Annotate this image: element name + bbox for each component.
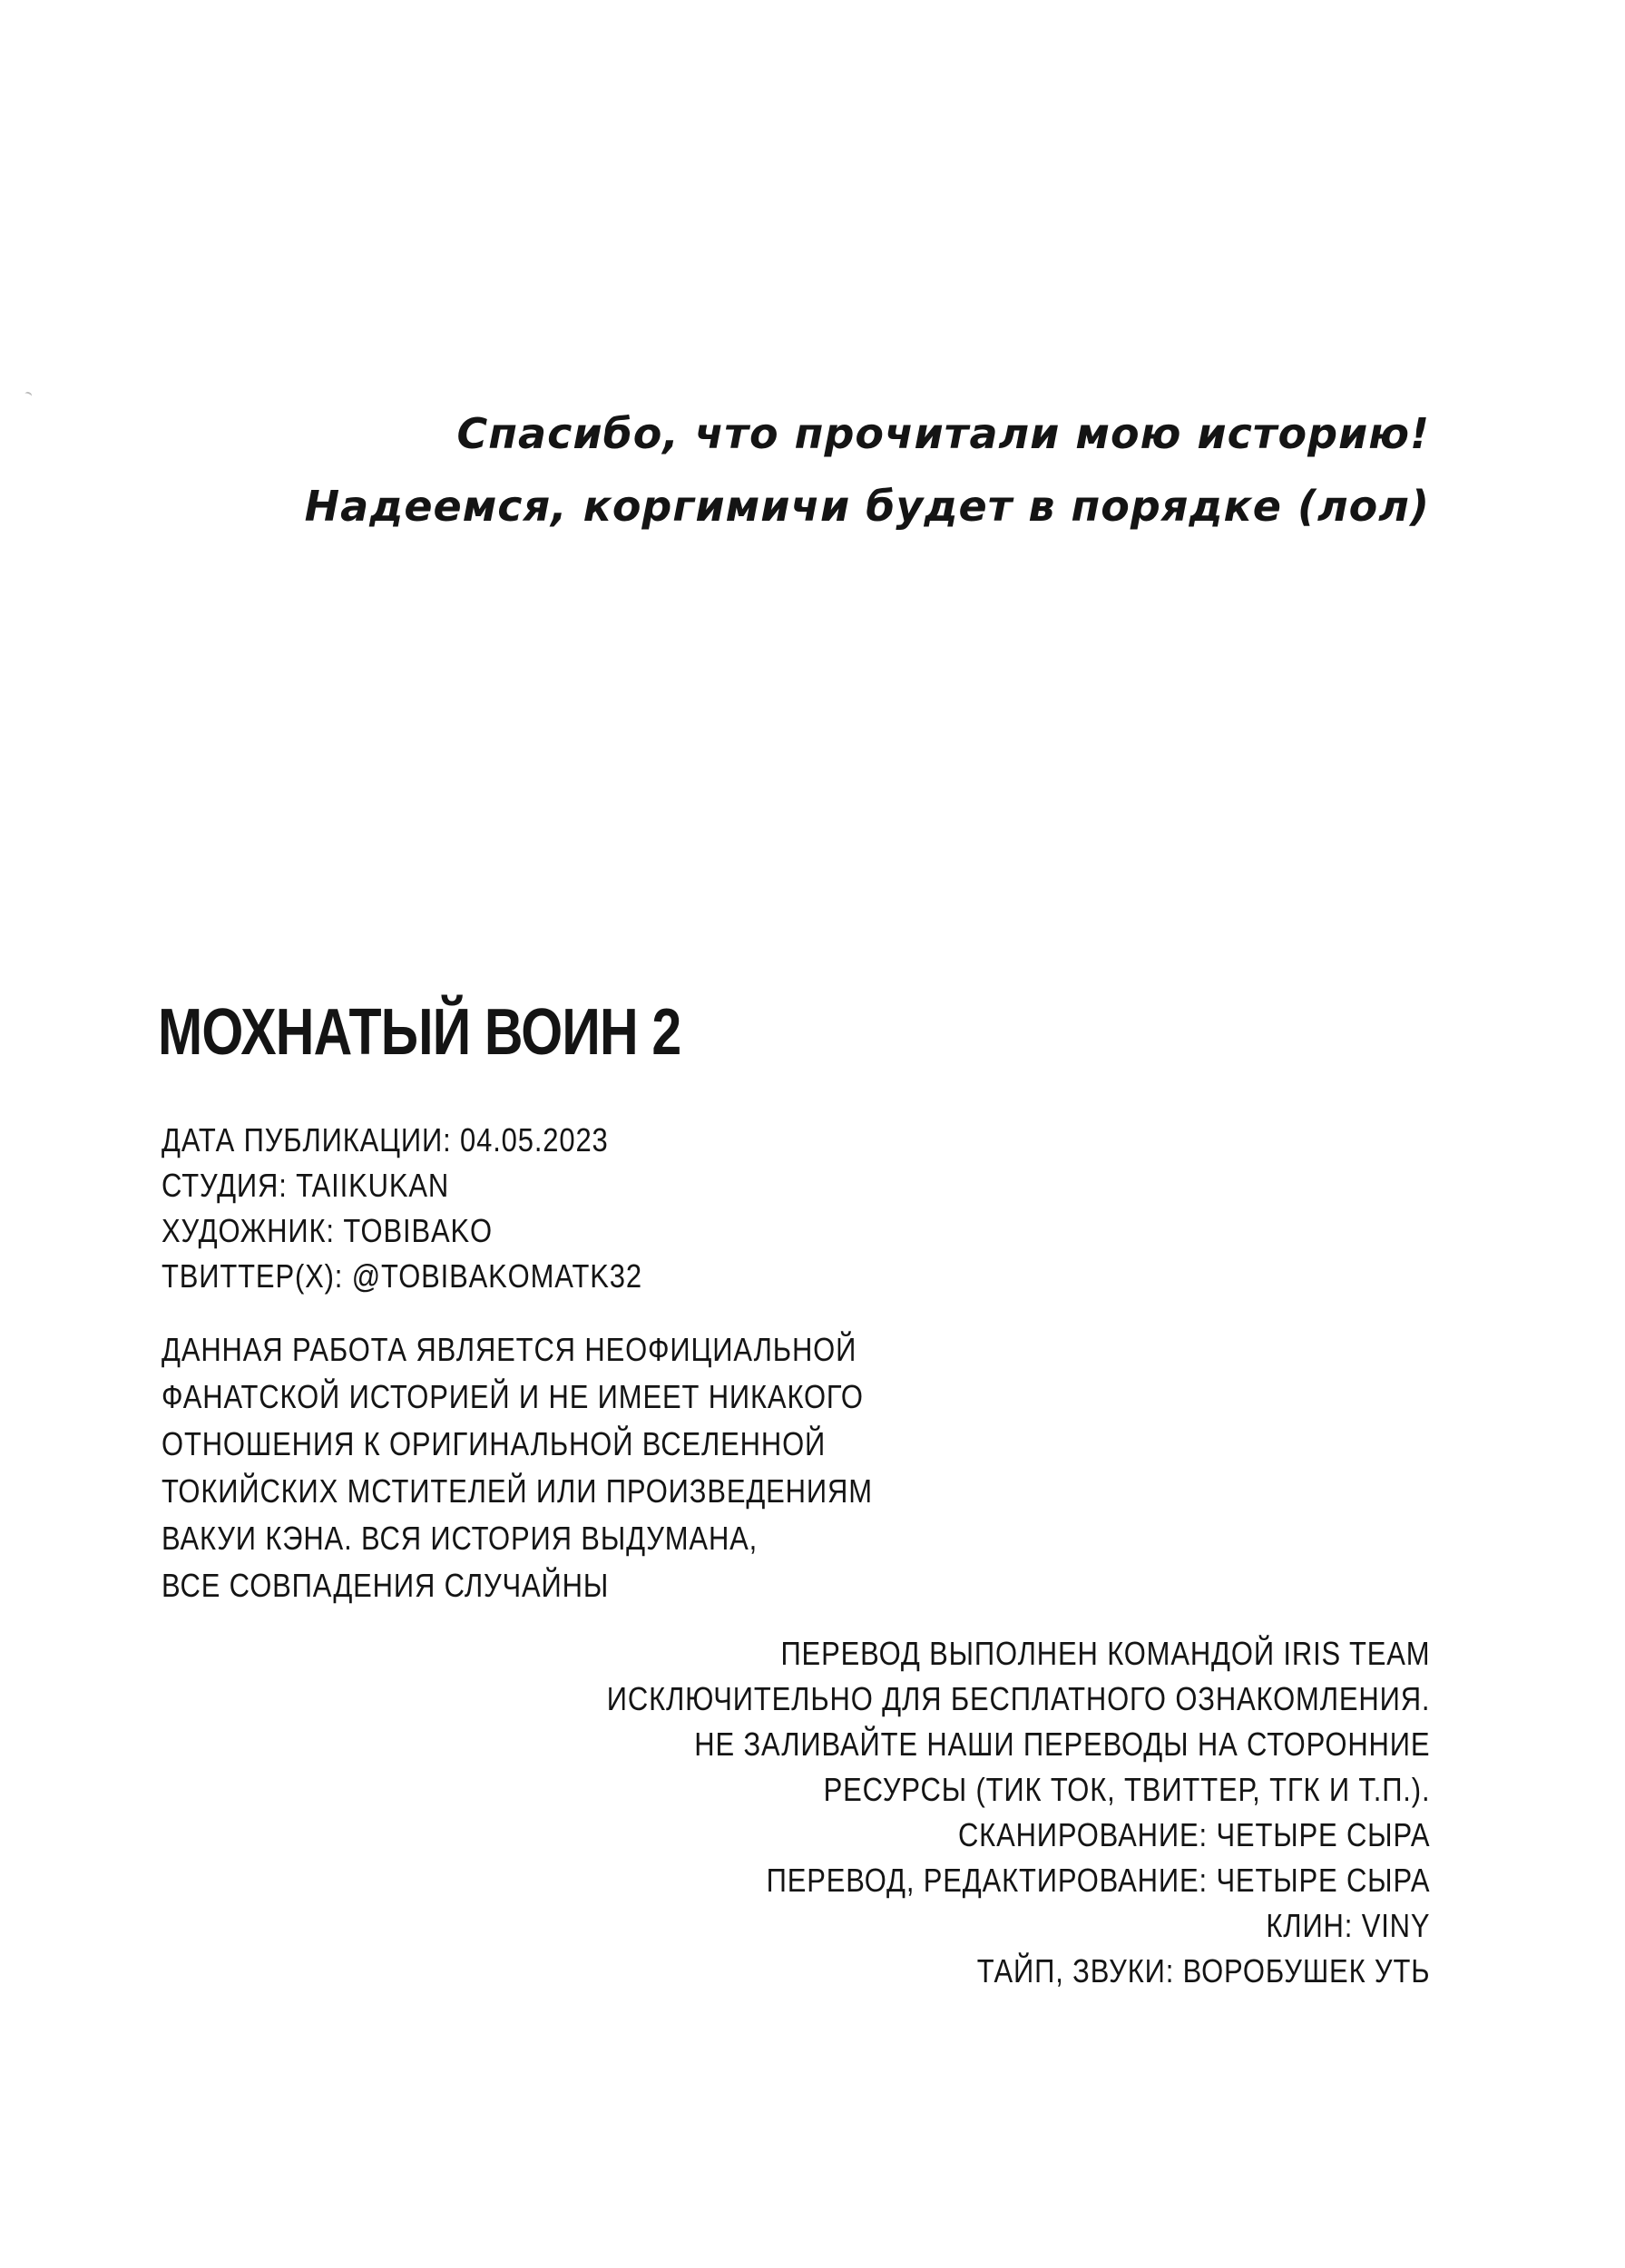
credits-line: КЛИН: VINY [1265,1907,1430,1944]
disclaimer-line: ВАКУИ КЭНА. ВСЯ ИСТОРИЯ ВЫДУМАНА, [162,1520,759,1557]
page-title: МОХНАТЫЙ ВОИН 2 [158,996,681,1069]
publication-info [162,1118,720,1299]
studio: СТУДИЯ: TAIIKUKAN [162,1167,450,1204]
credits-line: СКАНИРОВАНИЕ: ЧЕТЫРЕ СЫРА [957,1816,1430,1853]
artist: ХУДОЖНИК: TOBIBAKO [162,1212,493,1249]
credits-line: НЕ ЗАЛИВАЙТЕ НАШИ ПЕРЕВОДЫ НА СТОРОННИЕ [693,1725,1430,1763]
scan-speck [24,391,33,399]
disclaimer-line: ТОКИЙСКИХ МСТИТЕЛЕЙ ИЛИ ПРОИЗВЕДЕНИЯМ [162,1472,873,1510]
publication-date: ДАТА ПУБЛИКАЦИИ: 04.05.2023 [162,1121,609,1158]
credits-line: ПЕРЕВОД ВЫПОЛНЕН КОМАНДОЙ IRIS TEAM [780,1635,1430,1672]
disclaimer-line: ВСЕ СОВПАДЕНИЯ СЛУЧАЙНЫ [162,1567,610,1604]
thanks-line: Надеемся, коргимичи будет в порядке (лол) [304,482,1430,531]
disclaimer-line: ДАННАЯ РАБОТА ЯВЛЯЕТСЯ НЕОФИЦИАЛЬНОЙ [162,1331,857,1368]
credits-line: ТАЙП, ЗВУКИ: ВОРОБУШЕК УТЬ [976,1952,1430,1989]
credits-line: ПЕРЕВОД, РЕДАКТИРОВАНИЕ: ЧЕТЫРЕ СЫРА [766,1862,1430,1899]
disclaimer-line: ОТНОШЕНИЯ К ОРИГИНАЛЬНОЙ ВСЕЛЕННОЙ [162,1425,827,1462]
thanks-line: Спасибо, что прочитали мою историю! [456,409,1430,458]
twitter-handle: ТВИТТЕР(X): @TOBIBAKOMATK32 [162,1257,642,1295]
thanks-message [305,397,1430,543]
disclaimer [162,1326,989,1609]
credits-line: РЕСУРСЫ (ТИК ТОК, ТВИТТЕР, ТГК И Т.П.). [823,1771,1430,1808]
disclaimer-line: ФАНАТСКОЙ ИСТОРИЕЙ И НЕ ИМЕЕТ НИКАКОГО [162,1378,864,1415]
credits-line: ИСКЛЮЧИТЕЛЬНО ДЛЯ БЕСПЛАТНОГО ОЗНАКОМЛЕНИЯ. [606,1680,1430,1717]
translation-credits [473,1631,1430,1994]
